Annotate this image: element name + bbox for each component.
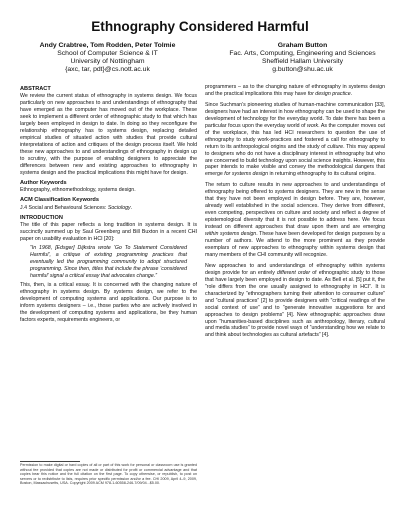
author-affiliation: Fac. Arts, Computing, Engineering and Sciences: [229, 50, 376, 57]
text-run: The return to culture results in new approaches to and understandings of ethnography being offered to systems designers. They are new in the sense that they have not been employed in design before. They are, however, already well established in the social sciences. They derive from different, even competing, perspectives on culture and society and reflect a degree of epistemological diversity that it is not possible to address here. We focus instead on different approaches that draw upon them and are emerging: [205, 182, 385, 231]
introduction-paragraph-1: The title of this paper reflects a long tradition in systems design. It is succinctly summed up by Saul Greenberg and Bill Buxton in a recent CHI paper on usability evaluation in HCI [20]:: [20, 222, 197, 243]
right-paragraph-1: [205, 84, 385, 98]
introduction-paragraph-2: This, then, is a critical essay. It is concerned with the changing nature of ethnography in systems design. By systems design, we refer to the development of computing systems and applications. Our purpose is to inform systems designers – i.e., those parties who are actively involved in the development of computing systems and applications, be they human factors experts, requirements engineers, or: [20, 282, 197, 324]
keywords-text: Ethnography, ethnomethodology, systems design.: [20, 187, 136, 194]
author-institution: Sheffield Hallam University: [261, 58, 344, 65]
author-names: Graham Button: [277, 42, 328, 49]
keywords-heading: Author Keywords: [20, 179, 67, 186]
acm-heading: ACM Classification Keywords: [20, 197, 99, 204]
right-paragraph-4: [205, 263, 385, 339]
acm-text-prefix: J.4 Social and Behavioural Sciences:: [20, 204, 108, 211]
text-run: . This may appeal to designers who do not have a disciplinary interest in ethnography but who are concerned to build technology upon social science insights. However, this paper intends to make visible and convey the methodological dangers that emerge: [205, 143, 386, 178]
right-column: [205, 84, 385, 342]
text-emphasis: for design practice: [307, 90, 351, 97]
text-run: .: [350, 90, 353, 97]
text-run: Since Suchman’s pioneering studies of human-machine communication [33], designers have had an interest in how ethnography can be used to shape the development of technology for the everyday world. To date there has been a particular focus upon the everyday world of: [205, 101, 385, 129]
text-emphasis: culture: [327, 143, 344, 150]
left-column: [20, 86, 197, 326]
acm-text-em: Sociology: [107, 204, 131, 211]
right-paragraph-2: [205, 102, 385, 178]
text-run: programmers – as to the changing nature of ethnography in systems design and the practical implications this may have: [205, 84, 385, 97]
author-affiliation: School of Computer Science & IT: [57, 50, 158, 57]
author-group-left: [15, 42, 200, 74]
acm-text-suffix: .: [130, 204, 133, 211]
acm-text: [20, 205, 197, 212]
introduction-quote: “In 1968, [Edsger] Dijkstra wrote ‘Go To Statement Considered Harmful’, a critique of existing programming practices that eventually led the programming community to adopt structured programming. Since then, titles that include the phrase ‘considered harmful’ signal a critical essay that advocates change.”: [30, 245, 187, 280]
introduction-heading: INTRODUCTION: [20, 214, 63, 221]
author-institution: University of Nottingham: [70, 58, 145, 65]
text-emphasis: work: [307, 122, 319, 129]
footnote-rule: [20, 461, 80, 462]
abstract-heading: ABSTRACT: [20, 86, 51, 92]
author-block: [0, 42, 400, 82]
paper-title: Ethnography Considered Harmful: [91, 19, 309, 34]
copyright-footnote: Permission to make digital or hard copies of all or part of this work for personal or classroom use is granted without fee provided that copies are not made or distributed for profit or commercial advantage and that copies bear this notice and the full citation on the first page. To copy otherwise, or republish, to post on servers or to redistribute to lists, requires prior specific permission and/or a fee. CHI 2009, April 4–9, 2009, Boston, Massachusetts, USA. Copyright 2009 ACM 978-1-60558-246-7/09/04...$5.00.: [20, 463, 197, 485]
text-run: New approaches to and understandings of ethnography within systems design provide for an entirely: [205, 262, 385, 276]
author-names: Andy Crabtree, Tom Rodden, Peter Tolmie: [39, 42, 176, 49]
author-group-right: [215, 42, 390, 74]
text-emphasis: different order: [276, 269, 311, 276]
text-run: in returning ethnography to its cultural origins.: [268, 171, 376, 178]
text-run: . These have been developed for design purposes by a number of authors. We attend to the more prominent as they provide exemplars of new approaches to ethnography within systems design that many members of the CHI community will recognize.: [205, 231, 385, 258]
text-run: . As the computer moves out of the workplace, this has led HCI researchers to question the use of ethnography to study work-practices and fostered a call for ethnography to return to its anthropological origins and the study of: [205, 122, 385, 150]
author-email: {axc, tar, pdt}@cs.nott.ac.uk: [65, 66, 150, 73]
text-run: of ethnographic study to those that have largely been employed in design to date. As Bell et al. [5] put it, the “role differs from the one usually assigned to ethnography in HCI”. It is characterized by “ethnographers turning their attention to consumer culture” and “cultural practices” [2] to provide designers with “critical readings of the social context of use” and to “generate innovative suggestions for and approaches to design problems” [4]. New ethnographic approaches draw upon “humanities-based disciplines such as anthropology, literary, cultural and media studies” to provide novel ways of “understanding how we relate to and think about technologies as cultural artefacts” [4].: [205, 269, 385, 339]
right-paragraph-3: [205, 182, 385, 258]
abstract-text: We review the current status of ethnography in systems design. We focus particularly on new approaches to and understandings of ethnography that have emerged as the computer has moved out of the workplace. These seek to implement a different order of ethnographic study to that which has largely been employed in design to date. In doing so they reconfigure the relationship ethnography has to systems design, replacing detailed empirical studies of situated action with studies that provide cultural interpretations of action and critiques of the design process itself. We hold these new approaches to and understandings of ethnography in design up to scrutiny, with the purpose of enabling designers to appreciate the differences between new and existing approaches to ethnography in systems design and the practical implications this might have for design.: [20, 93, 197, 176]
text-emphasis: for systems design: [224, 171, 269, 178]
text-emphasis: within systems design: [205, 231, 257, 238]
author-email: g.button@shu.ac.uk: [272, 66, 333, 73]
